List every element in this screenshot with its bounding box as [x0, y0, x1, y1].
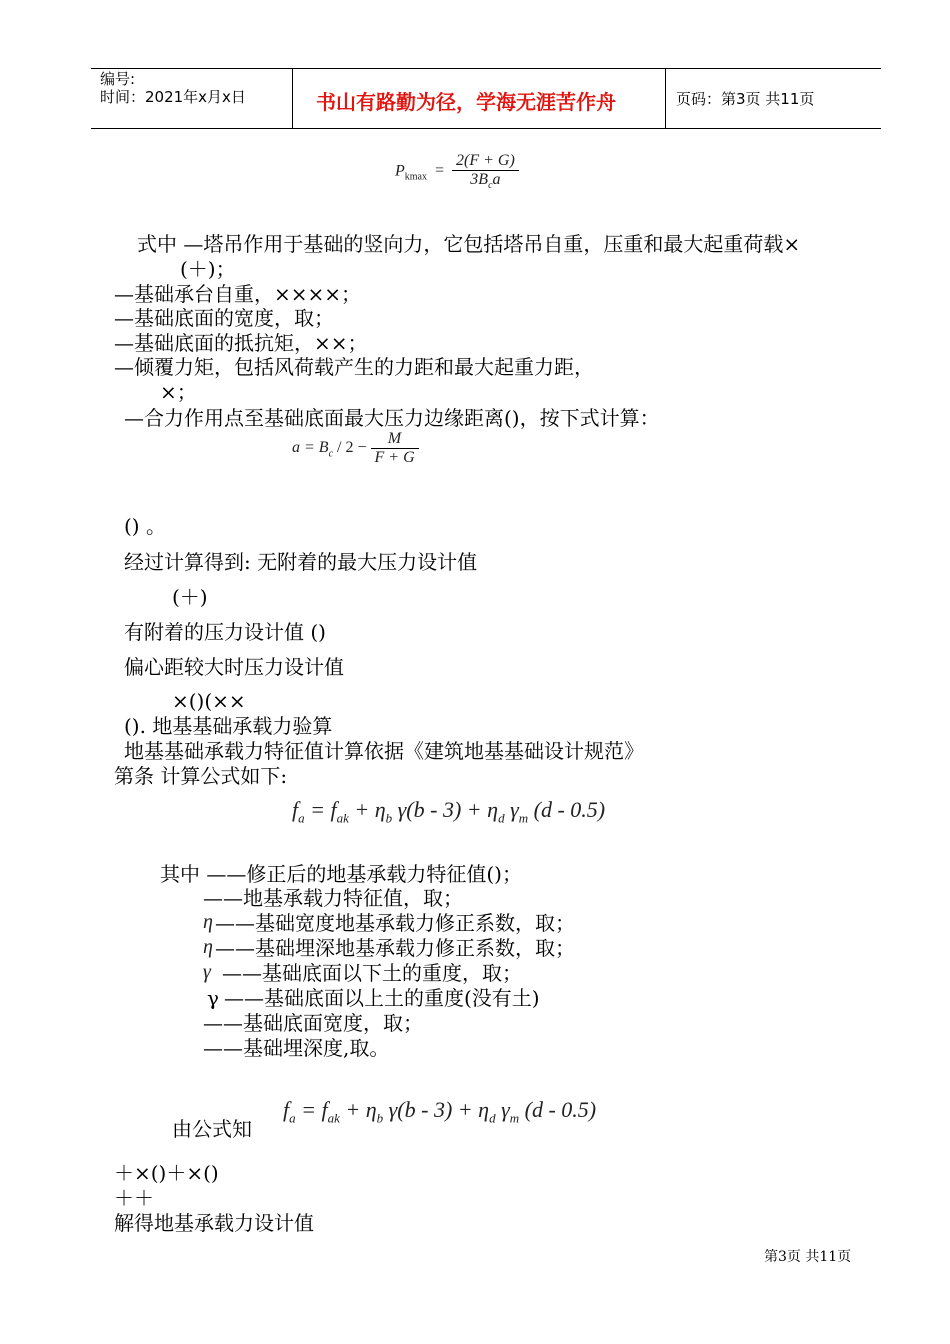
text-line: —倾覆力矩，包括风荷载产生的力距和最大起重力距，	[114, 355, 594, 379]
text-line: ——基础埋深地基承载力修正系数，取；	[215, 936, 575, 960]
text-line: —基础底面的抵抗矩，××；	[114, 331, 368, 355]
text-line: ——地基承载力特征值，取；	[203, 886, 463, 910]
text-line: —基础承台自重，××××；	[114, 282, 362, 306]
text-line: —合力作用点至基础底面最大压力边缘距离()，按下式计算：	[124, 406, 660, 430]
text-line: ×()(××	[172, 689, 246, 713]
text-line: ＋＋	[114, 1186, 154, 1210]
text-line: 解得地基承载力设计值	[114, 1211, 314, 1235]
formula-bearing-capacity: $f_a = f_{ak} + \eta_b$ $\gamma(b - 3) + \eta_d$ $\gamma_m$ (d - 0.5)	[292, 797, 606, 826]
text-line: 地基基础承载力特征值计算依据《建筑地基基础设计规范》	[124, 739, 644, 763]
header-time-label: 时间：2021年x月x日	[100, 88, 246, 106]
text-line: () 。	[124, 514, 166, 538]
text-line: ——基础底面以上土的重度(没有土)	[224, 986, 540, 1010]
symbol-eta: η	[203, 936, 213, 958]
header-divider-right	[665, 68, 666, 129]
formula-pkmax: $P_{kmax}$ = $\frac{2(F + G)}{3B_ca}$	[395, 152, 519, 191]
symbol-gamma: γ	[207, 986, 219, 1010]
formula-bearing-capacity-repeat: $f_a = f_{ak} + \eta_b$ $\gamma(b - 3) + \eta_d$ $\gamma_m$ (d - 0.5)	[283, 1097, 597, 1126]
header-motto: 书山有路勤为径，学海无涯苦作舟	[316, 90, 616, 114]
text-line: ——基础埋深度,取。	[203, 1036, 390, 1060]
header-top-rule	[91, 68, 881, 69]
formula-eccentricity: $a = B_c / 2$ − $\frac{M}{F + G}$	[292, 430, 419, 467]
text-line: ——基础底面以下土的重度，取；	[222, 961, 522, 985]
symbol-eta: η	[203, 911, 213, 933]
header-number-label: 编号:	[100, 70, 136, 88]
text-line: 由公式知	[172, 1117, 252, 1141]
text-line: 经过计算得到: 无附着的最大压力设计值	[124, 550, 478, 574]
text-line: 其中 ——修正后的地基承载力特征值()；	[160, 862, 522, 886]
header-bottom-rule	[91, 128, 881, 129]
text-line: —基础底面的宽度，取；	[114, 306, 334, 330]
text-line: ——基础底面宽度，取；	[203, 1011, 423, 1035]
header-page-label: 页码：第3页 共11页	[676, 90, 815, 108]
section-heading: (). 地基基础承载力验算	[124, 714, 333, 738]
text-line: ×；	[160, 380, 197, 404]
text-line: 偏心距较大时压力设计值	[124, 655, 344, 679]
text-line: 第条 计算公式如下:	[114, 764, 288, 788]
text-line: 有附着的压力设计值 ()	[124, 620, 326, 644]
text-line: ＋×()＋×()	[114, 1161, 219, 1185]
text-line: 式中 —塔吊作用于基础的竖向力，它包括塔吊自重，压重和最大起重荷载×	[137, 232, 801, 256]
symbol-gamma: γ	[203, 961, 211, 983]
text-line: (＋)；	[180, 257, 236, 281]
text-line: ——基础宽度地基承载力修正系数，取；	[215, 911, 575, 935]
header-divider-left	[292, 68, 293, 129]
text-line: (＋)	[172, 585, 208, 609]
footer-page-label: 第3页 共11页	[764, 1249, 852, 1265]
